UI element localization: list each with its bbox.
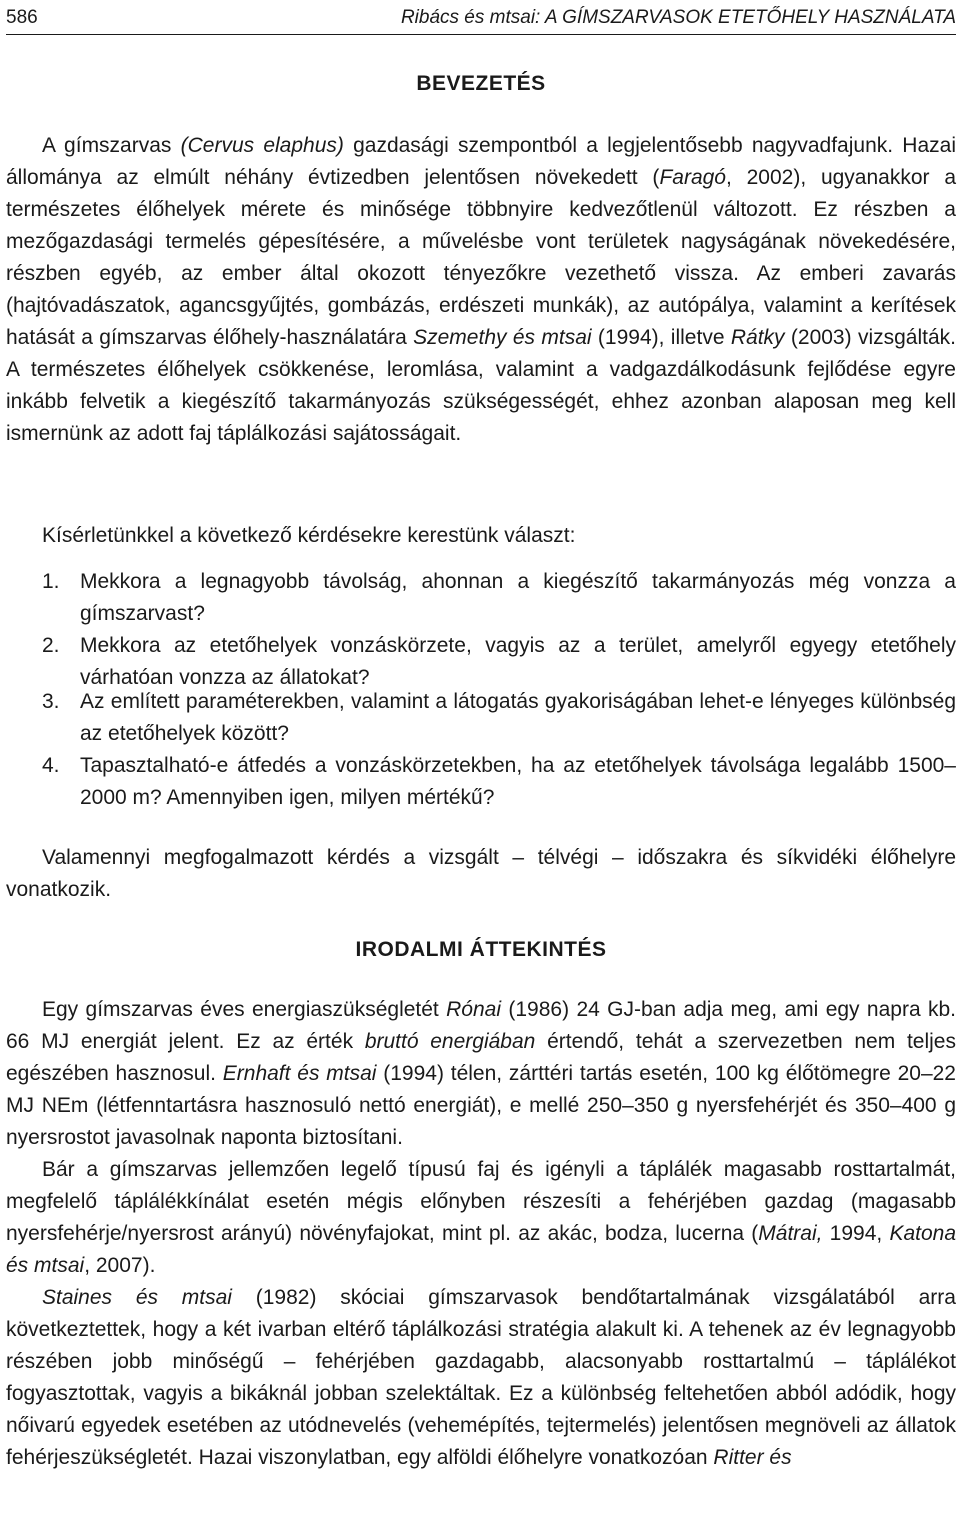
italic-text-run: bruttó energiában xyxy=(364,1030,536,1053)
italic-text-run: Szemethy és mtsai xyxy=(413,326,592,349)
italic-text-run: Rátky xyxy=(730,326,785,349)
text-run: , 2007). xyxy=(84,1254,156,1277)
questions-intro-text: Kísérletünkkel a következő kérdésekre kerestünk választ: xyxy=(42,524,576,547)
question-text: Tapasztalható-e átfedés a vonzáskörzetekben, ha az etetőhelyek távolsága legalább 1500–2000 m? Amennyiben igen, milyen mértékű? xyxy=(80,754,956,809)
text-run: A gímszarvas xyxy=(42,134,181,157)
intro-paragraph xyxy=(6,130,956,450)
review-paragraph-1 xyxy=(6,994,956,1154)
italic-text-run: Ernhaft és mtsai xyxy=(222,1062,377,1085)
scope-paragraph-text: Valamennyi megfogalmazott kérdés a vizsgált – télvégi – időszakra és síkvidéki élőhelyre vonatkozik. xyxy=(6,846,956,901)
text-run: Bár a gímszarvas jellemzően legelő típusú faj és igényli a táplálék magasabb rosttartalmát, megfelelő táplálékkínálat esetén mégis előnyben részesíti a fehérjében gazdag (magasabb nyersfehérje/nyersrost arányú) növényfajokat, mint pl. az akác, bodza, lucerna ( xyxy=(6,1158,956,1245)
text-run: (1994), illetve xyxy=(591,326,731,349)
page-number: 586 xyxy=(6,7,38,28)
questions-intro xyxy=(6,520,956,552)
question-text: Mekkora a legnagyobb távolság, ahonnan a kiegészítő takarmányozás még vonzza a gímszarvast? xyxy=(80,570,956,625)
scope-paragraph xyxy=(6,842,956,906)
question-text: Mekkora az etetőhelyek vonzáskörzete, vagyis az a terület, amelyről egyegy etetőhely várhatóan vonzza az állatokat? xyxy=(80,634,956,689)
question-number: 3. xyxy=(42,690,60,713)
header-rule xyxy=(6,34,956,35)
text-run: (1994) télen, zárttéri tartás esetén, 100 kg élőtömegre 20–22 MJ NEm (létfenntartásra hasznosuló nettó energiát), e mellé 250–350 g nyersfehérjét és 350–400 g nyersrostot javasolnak naponta biztosítani. xyxy=(6,1062,956,1149)
text-run: Egy gímszarvas éves energiaszükségletét xyxy=(42,998,447,1021)
question-number: 2. xyxy=(42,634,60,657)
question-number: 4. xyxy=(42,754,60,777)
italic-text-run: Staines és mtsai xyxy=(42,1286,232,1309)
text-run: , 2002), ugyanakkor a természetes élőhelyek mérete és minősége többnyire kedvezőtlenül változott. Ez részben a mezőgazdasági termelés gépesítésére, a művelésbe vont területek nagyságának növekedésére, részben egyéb, az ember által okozott tényezőkre vezethető vissza. Az emberi zavarás (hajtóvadászatok, agancsgyűjtés, gombázás, erdészeti munkák), az autópálya, valamint a kerítések hatását a gímszarvas élőhely-használatára xyxy=(6,166,956,349)
question-number: 1. xyxy=(42,570,60,593)
text-run: (2003) vizsgálták. A természetes élőhelyek csökkenése, leromlása, valamint a vadgazdálkodásunk fejlődése egyre inkább felvetik a kiegészítő takarmányozás szükségességét, ehhez azonban alaposan meg kell ismernünk az adott faj táplálkozási sajátosságait. xyxy=(6,326,956,445)
running-title: Ribács és mtsai: A GÍMSZARVASOK ETETŐHELY HASZNÁLATA xyxy=(400,7,956,28)
text-run: (1986) 24 GJ-ban adja meg, ami egy napra kb. 66 MJ energiát jelent. Ez az érték xyxy=(6,998,956,1053)
italic-text-run: Katona és mtsai xyxy=(6,1222,956,1277)
section-title-irodalmi-attekintes: IRODALMI ÁTTEKINTÉS xyxy=(355,938,607,961)
review-paragraph-3 xyxy=(6,1282,956,1474)
page-header xyxy=(6,6,956,32)
review-paragraphs xyxy=(6,994,956,1474)
italic-text-run: Rónai xyxy=(446,998,502,1021)
italic-text-run: Ritter és xyxy=(713,1446,792,1469)
intro-paragraph-text xyxy=(6,130,956,450)
text-run: 1994, xyxy=(822,1222,890,1245)
italic-text-run: Faragó xyxy=(659,166,726,189)
text-run: (1982) skóciai gímszarvasok bendőtartalmának vizsgálatából arra következtettek, hogy a két ivarban eltérő táplálkozási stratégia alakult ki. A tehenek az év legnagyobb részében jobb minőségű – fehérjében gazdagabb, alacsonyabb rosttartalmú – táplálékot fogyasztottak, vagyis a bikáknál jobban szelektáltak. Ez a különbség feltehetően abból adódik, hogy nőivarú egyedek esetében az utódnevelés (vehemépítés, tejtermelés) jelentősen megnöveli az állatok fehérjeszükségletét. Hazai viszonylatban, egy alföldi élőhelyre vonatkozóan xyxy=(6,1286,956,1469)
text-run: értendő, tehát a szervezetben nem teljes egészében hasznosul. xyxy=(6,1030,956,1085)
text-run: gazdasági szempontból a legjelentősebb nagyvadfajunk. Hazai állománya az elmúlt néhány évtizedben jelentősen növekedett ( xyxy=(6,134,956,189)
question-text: Az említett paraméterekben, valamint a látogatás gyakoriságában lehet-e lényeges különbség az etetőhelyek között? xyxy=(80,690,956,745)
section-title-bevezetes: BEVEZETÉS xyxy=(416,72,546,95)
review-paragraph-2 xyxy=(6,1154,956,1282)
italic-text-run: (Cervus elaphus) xyxy=(180,134,344,157)
italic-text-run: Mátrai, xyxy=(758,1222,823,1245)
